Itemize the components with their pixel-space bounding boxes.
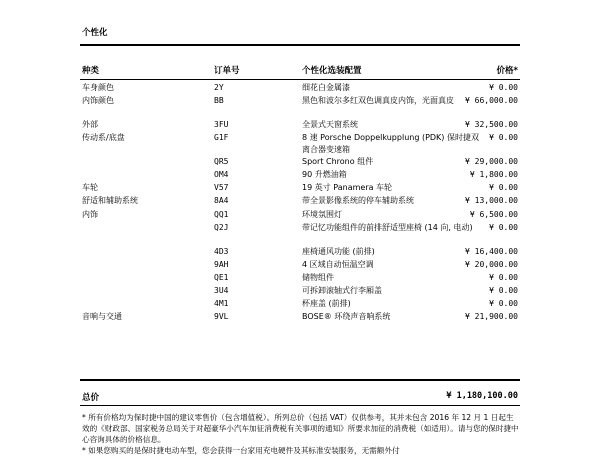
row-option: 19 英寸 Panamera 车轮 [302, 183, 393, 193]
row-price: ¥ 0.00 [489, 272, 518, 282]
row-order-code: 9AH [214, 259, 229, 269]
column-header-option: 个性化选装配置 [302, 66, 362, 76]
row-price: ¥ 66,000.00 [465, 96, 518, 106]
row-order-code: OM4 [214, 170, 229, 180]
row-order-code: 4D3 [214, 246, 229, 256]
row-order-code: 3FU [214, 120, 229, 130]
row-price: ¥ 0.00 [489, 299, 518, 309]
table-row [0, 259, 600, 272]
total-value: ¥ 1,180,100.00 [446, 391, 518, 401]
table-row [0, 246, 600, 259]
row-price: ¥ 20,000.00 [465, 259, 518, 269]
total-divider-bottom [80, 405, 520, 406]
row-order-code: Q2J [214, 222, 229, 232]
row-option: BOSE® 环绕声音响系统 [302, 312, 391, 322]
footnote-vat: * 所有价格均为保时捷中国的建议零售价（包含增值税）。所列总价（包括 VAT）仅供参考，其并未包含 2016 年 12 月 1 日起生效的《财政部、国家税务总局关于对超豪华小汽车加征消费税有关事项的通知》所要求加征的消费税（如适用）。请与您的保时捷中心咨询具体的价格信息。 [82, 413, 519, 444]
table-row [0, 195, 600, 208]
row-order-code: QR5 [214, 157, 229, 167]
row-price: ¥ 0.00 [489, 222, 518, 232]
row-order-code: QQ1 [214, 209, 229, 219]
table-row [0, 156, 600, 169]
row-category: 内饰 [82, 209, 98, 219]
row-price: ¥ 29,000.00 [465, 157, 518, 167]
row-option: 细花白金属漆 [302, 83, 350, 92]
table-row [0, 119, 600, 132]
table-row [0, 285, 600, 298]
row-option: 90 升燃油箱 [302, 170, 347, 180]
header-divider [80, 79, 520, 80]
row-price: ¥ 1,800.00 [469, 170, 518, 180]
row-category: 舒适和辅助系统 [82, 196, 138, 206]
row-option: 4 区域自动恒温空调 [302, 259, 374, 269]
row-order-code: 2Y [214, 83, 224, 92]
table-row [0, 272, 600, 285]
row-price: ¥ 16,400.00 [465, 246, 518, 256]
table-row [0, 95, 600, 119]
table-row [0, 311, 600, 324]
row-category: 车身颜色 [82, 83, 114, 92]
row-option: 全景式天窗系统 [302, 120, 358, 130]
row-category: 车轮 [82, 183, 98, 193]
row-option: 带记忆功能组件的前排舒适型座椅 (14 向, 电动) [302, 222, 473, 232]
table-row [0, 209, 600, 222]
total-label: 总价 [82, 393, 100, 403]
table-row [0, 182, 600, 195]
row-category: 音响与交通 [82, 312, 122, 322]
row-order-code: BB [214, 96, 224, 106]
section-title: 个性化 [82, 28, 108, 38]
row-option: 可拆卸滚轴式行李厢盖 [302, 285, 382, 295]
row-option: 8 速 Porsche Doppelkupplung (PDK) 保时捷双离合器变速箱 [302, 133, 479, 155]
row-option: 储物组件 [302, 272, 334, 282]
section-divider [80, 44, 520, 46]
footnotes [82, 412, 520, 456]
row-order-code: V57 [214, 183, 229, 193]
row-option: 环境氛围灯 [302, 209, 342, 219]
table-row [0, 132, 600, 156]
row-option: 黑色和波尔多红双色调真皮内饰，光面真皮 [302, 96, 454, 106]
table-row [0, 82, 600, 95]
row-option: 杯座盖 (前排) [302, 299, 351, 309]
row-order-code: 8A4 [214, 196, 229, 206]
row-price: ¥ 32,500.00 [465, 120, 518, 130]
row-price: ¥ 0.00 [489, 285, 518, 295]
row-option: Sport Chrono 组件 [302, 157, 374, 167]
row-price: ¥ 0.00 [489, 183, 518, 193]
row-price: ¥ 0.00 [489, 83, 518, 92]
footnote-ev: * 如果您购买的是保时捷电动车型，您会获得一台家用充电硬件及其标准安装服务，无需额外付 [82, 446, 400, 455]
column-header-price: 价格* [496, 66, 518, 76]
row-category: 外部 [82, 120, 98, 130]
row-order-code: 3U4 [214, 285, 229, 295]
row-category: 传动系/底盘 [82, 133, 125, 143]
row-price: ¥ 21,900.00 [465, 312, 518, 322]
table-row [0, 298, 600, 311]
row-price: ¥ 0.00 [489, 133, 518, 143]
row-order-code: QE1 [214, 272, 229, 282]
row-category: 内饰颜色 [82, 96, 114, 106]
row-option: 带全景影像系统的停车辅助系统 [302, 196, 414, 206]
column-header-code: 订单号 [214, 66, 240, 76]
row-price: ¥ 6,500.00 [469, 209, 518, 219]
options-table [0, 82, 600, 324]
table-row [0, 169, 600, 182]
row-order-code: G1F [214, 133, 229, 143]
row-option: 座椅通风功能 (前排) [302, 246, 375, 256]
row-order-code: 9VL [214, 312, 229, 322]
column-header-category: 种类 [82, 66, 100, 76]
total-divider-top [80, 379, 520, 381]
row-price: ¥ 13,000.00 [465, 196, 518, 206]
table-row [0, 222, 600, 246]
row-order-code: 4M1 [214, 299, 229, 309]
